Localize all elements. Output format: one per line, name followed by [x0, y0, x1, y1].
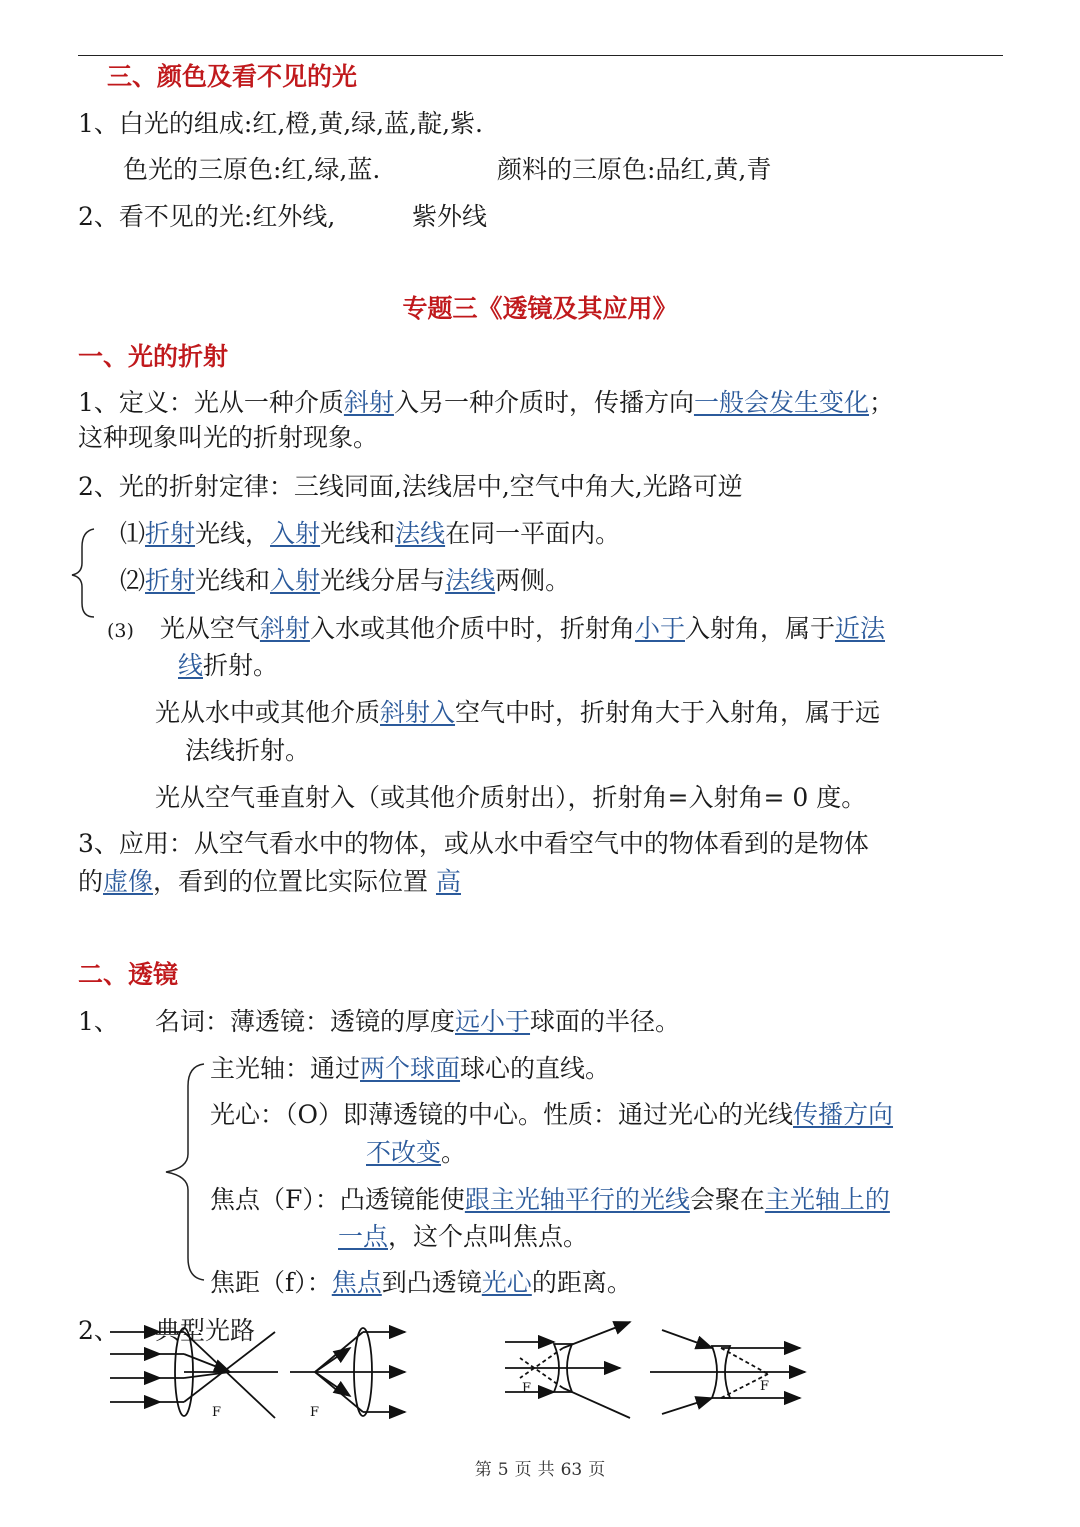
diagram-convex-converge — [110, 1328, 278, 1418]
application-line-cont: 的虚像，看到的位置比实际位置 高 — [78, 867, 461, 896]
rule-3-cont: 线折射。 — [178, 651, 279, 680]
light-paths-number: 2、 — [78, 1316, 119, 1345]
light-path-diagrams — [100, 1318, 820, 1428]
ultraviolet-text: 紫外线 — [412, 202, 488, 231]
topic-title: 专题三《透镜及其应用》 — [402, 294, 678, 323]
rule-5: 光从空气垂直射入（或其他介质射出），折射角=入射角= 0 度。 — [155, 783, 867, 812]
top-rule — [78, 55, 1003, 56]
optical-center-cont: 不改变。 — [366, 1138, 467, 1167]
focus-label-1: F — [212, 1405, 222, 1420]
rule-4: 光从水中或其他介质斜射入空气中时，折射角大于入射角，属于远 — [155, 698, 881, 727]
focus-label-4: F — [760, 1379, 770, 1394]
focal-length: 焦距（f）：焦点到凸透镜光心的距离。 — [210, 1268, 632, 1297]
thin-lens-definition: 名词：薄透镜：透镜的厚度远小于球面的半径。 — [155, 1007, 681, 1036]
white-light-line: 1、白光的组成:红,橙,黄,绿,蓝,靛,紫. — [78, 109, 483, 138]
invisible-light-line: 2、看不见的光:红外线, — [78, 202, 336, 231]
rule-1: ⑴折射光线，入射光线和法线在同一平面内。 — [120, 519, 621, 548]
page-footer: 第 5 页 共 63 页 — [474, 1460, 606, 1480]
diagram-convex-parallel — [290, 1328, 405, 1416]
rule-2: ⑵折射光线和入射光线分居与法线两侧。 — [120, 566, 571, 595]
rule-4-cont: 法线折射。 — [185, 736, 311, 765]
section-heading-lens: 二、透镜 — [78, 960, 179, 989]
focus-label-3: F — [522, 1381, 532, 1396]
section-heading-color: 三、颜色及看不见的光 — [107, 62, 358, 91]
application-line: 3、应用：从空气看水中的物体，或从水中看空气中的物体看到的是物体 — [78, 829, 869, 858]
optical-center: 光心：（O）即薄透镜的中心。性质：通过光心的光线传播方向 — [210, 1100, 894, 1129]
focal-point-cont: 一点，这个点叫焦点。 — [338, 1222, 589, 1251]
brace-refraction — [68, 525, 98, 620]
lens-terms-number: 1、 — [78, 1007, 119, 1036]
rule-3: (3) 光从空气斜射入水或其他介质中时，折射角小于入射角，属于近法 — [107, 614, 886, 643]
principal-axis: 主光轴：通过两个球面球心的直线。 — [210, 1054, 611, 1083]
focus-label-2: F — [310, 1405, 320, 1420]
focal-point: 焦点（F）：凸透镜能使跟主光轴平行的光线会聚在主光轴上的 — [210, 1185, 890, 1214]
diagram-concave-2 — [650, 1330, 805, 1414]
primary-light-colors: 色光的三原色:红,绿,蓝. — [123, 155, 381, 184]
refraction-definition: 1、定义：光从一种介质斜射入另一种介质时，传播方向一般会发生变化； — [78, 388, 894, 417]
diagram-concave-1 — [505, 1322, 630, 1418]
light-paths-title: 典型光路 — [155, 1316, 256, 1345]
brace-lens — [160, 1058, 210, 1286]
refraction-law: 2、光的折射定律：三线同面,法线居中,空气中角大,光路可逆 — [78, 472, 743, 501]
refraction-definition-cont: 这种现象叫光的折射现象。 — [78, 423, 379, 452]
primary-pigment-colors: 颜料的三原色:品红,黄,青 — [497, 155, 772, 184]
section-heading-refraction: 一、光的折射 — [78, 342, 229, 371]
